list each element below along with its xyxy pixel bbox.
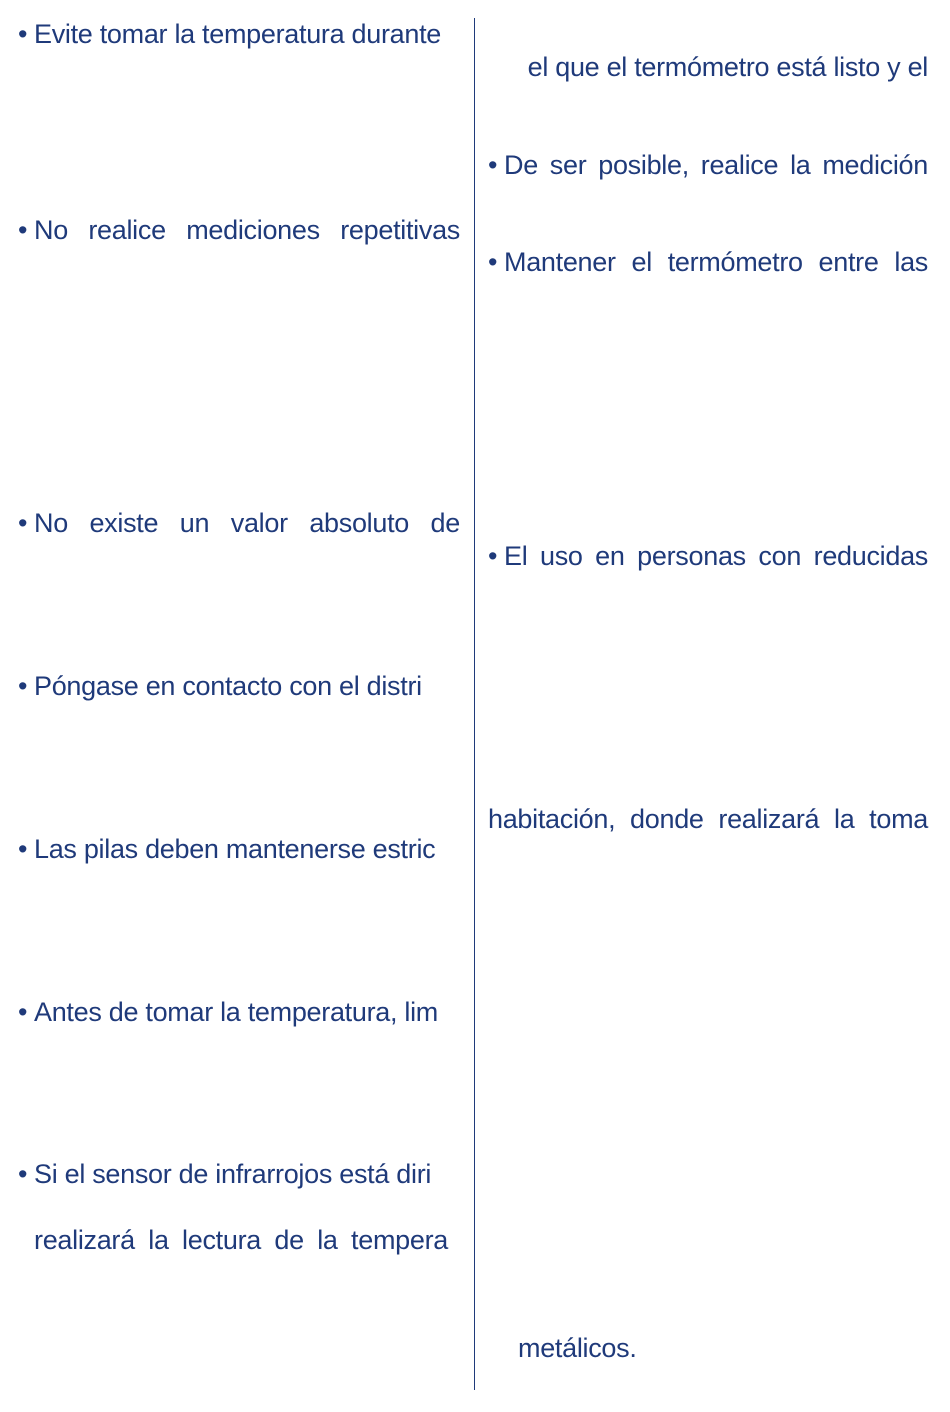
right-continuation-1 [488,50,928,84]
right-continuation-2-text: habitación, donde realizará la toma [488,804,928,834]
left-item-7-continuation [34,1223,448,1257]
right-continuation-3-text: metálicos. [518,1333,637,1363]
left-item-7-text: Si el sensor de infrarrojos está diri [34,1159,432,1189]
left-item-3 [18,506,460,540]
right-item-2 [488,245,928,279]
bullet: • [18,834,28,864]
left-item-4 [18,669,460,703]
right-continuation-2 [488,802,928,836]
left-item-2 [18,213,460,247]
bullet: • [18,671,28,701]
bullet: • [18,997,28,1027]
bullet: • [488,247,498,277]
right-item-3-text: El uso en personas con reducidas [504,541,928,571]
right-item-1-text: De ser posible, realice la medición [504,150,928,180]
right-item-3 [488,539,928,573]
left-item-5-text: Las pilas deben mantenerse estric [34,834,436,864]
bullet: • [18,19,28,49]
right-item-1 [488,148,928,182]
column-divider [474,18,475,1390]
left-item-5 [18,832,460,866]
left-item-7-continuation-text: realizará la lectura de la tempera [34,1225,448,1255]
left-item-1 [18,17,460,51]
bullet: • [18,215,28,245]
left-item-2-text: No realice mediciones repetitivas [34,215,460,245]
left-item-4-text: Póngase en contacto con el distri [34,671,422,701]
right-item-2-text: Mantener el termómetro entre las [504,247,928,277]
left-item-7 [18,1157,460,1191]
right-continuation-1-text: el que el termómetro está listo y el [527,52,928,82]
left-item-1-text: Evite tomar la temperatura durante [34,19,442,49]
bullet: • [488,541,498,571]
bullet: • [18,1159,28,1189]
right-continuation-3 [518,1331,637,1365]
left-item-3-text: No existe un valor absoluto de [34,508,460,538]
bullet: • [488,150,498,180]
bullet: • [18,508,28,538]
left-item-6 [18,995,460,1029]
left-item-6-text: Antes de tomar la temperatura, lim [34,997,438,1027]
